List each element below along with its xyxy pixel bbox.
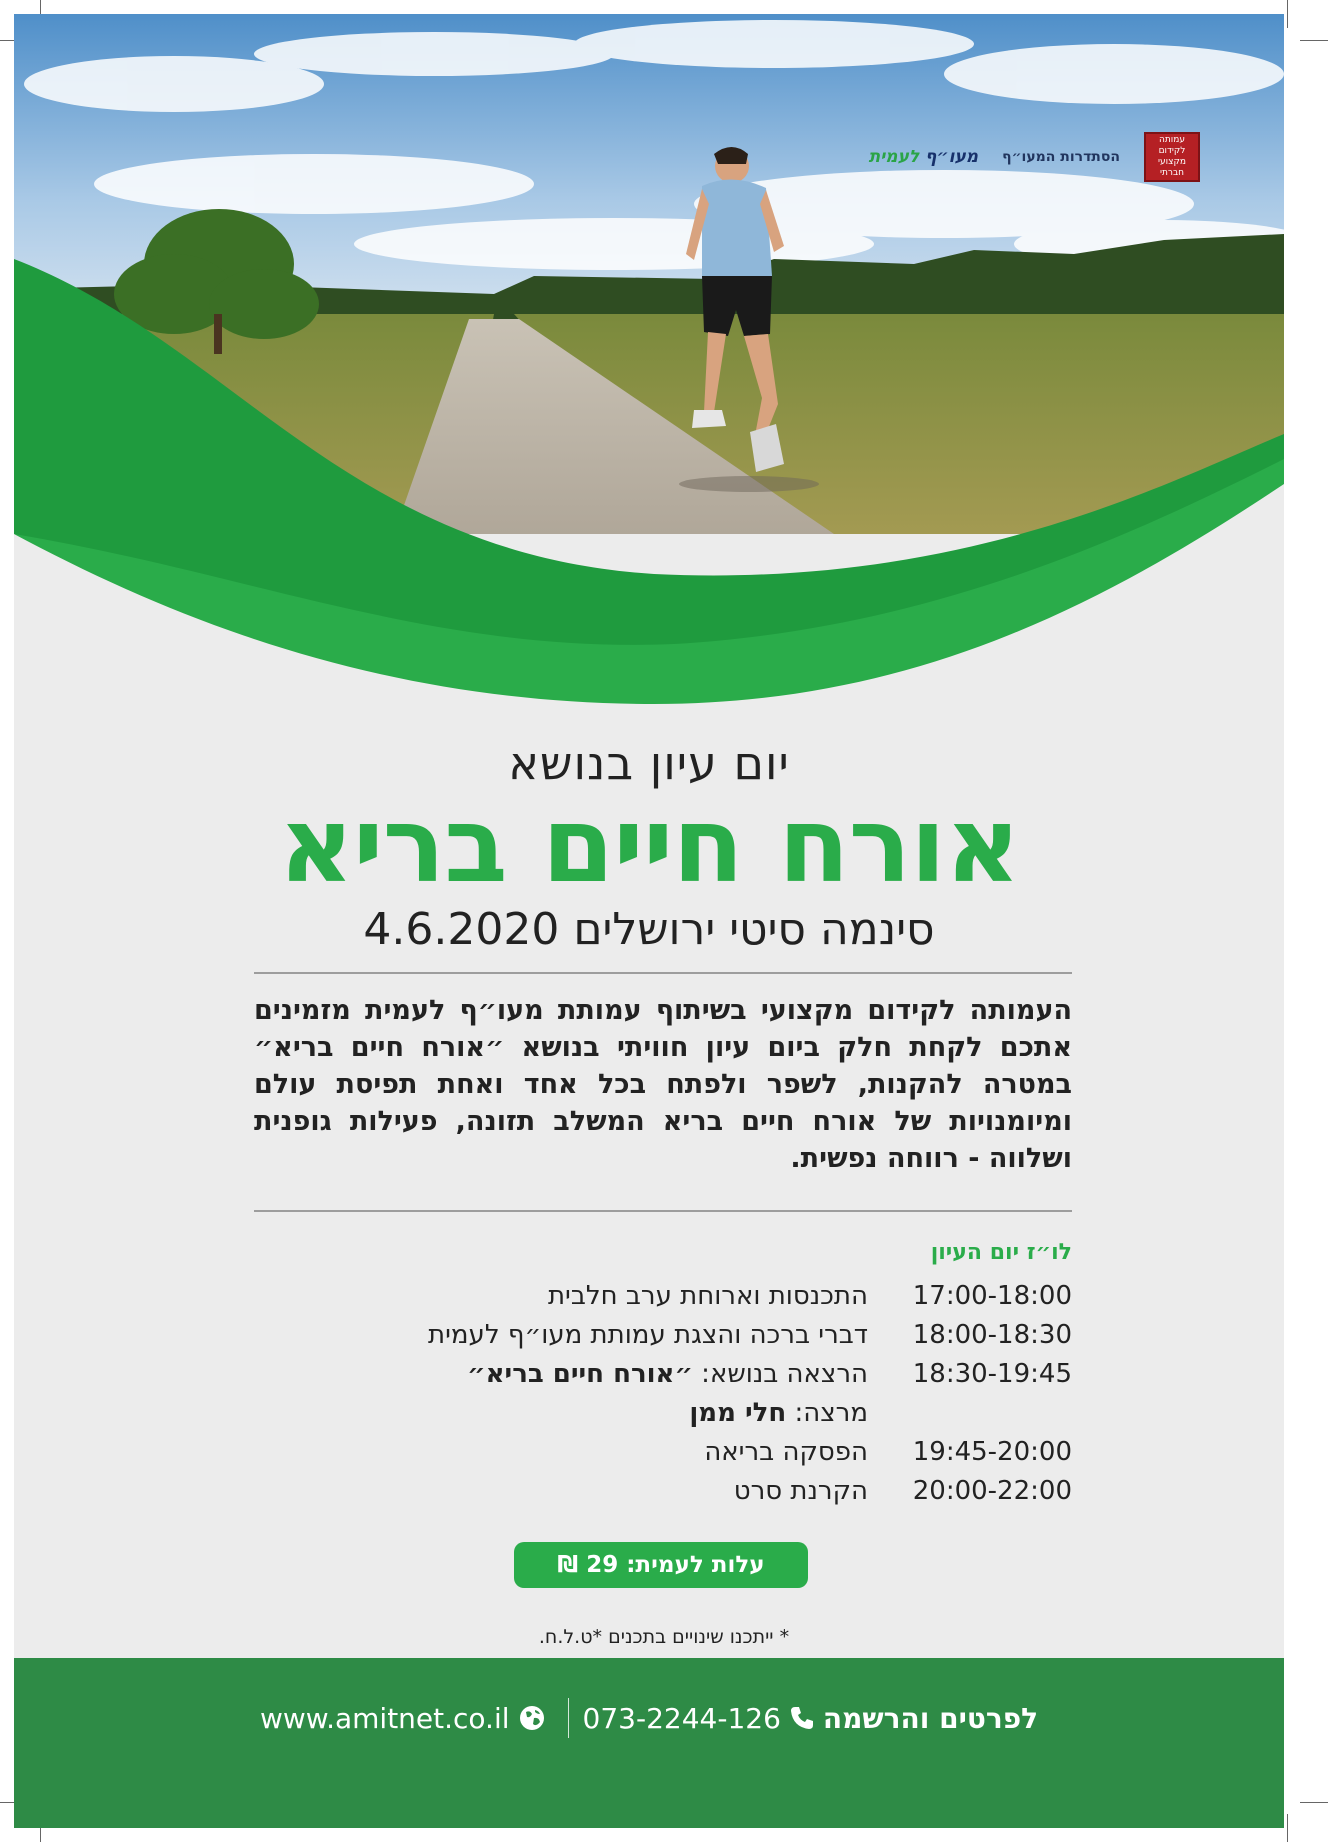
footer-bar [14, 1658, 1284, 1828]
flyer-sheet [14, 14, 1284, 1828]
histadrut-logo [1002, 150, 1120, 165]
amuta-logo [1144, 132, 1200, 182]
schedule-title: לו״ז יום העיון [930, 1240, 1072, 1265]
schedule-row [372, 1315, 1072, 1354]
crop-mark [1300, 40, 1328, 41]
hero-image [14, 14, 1284, 714]
schedule-desc-prefix: הרצאה בנושא: [692, 1358, 868, 1389]
schedule-row [372, 1432, 1072, 1471]
schedule-row [372, 1393, 1072, 1432]
globe-icon [518, 1704, 546, 1732]
event-venue: סינמה סיטי ירושלים 4.6.2020 [363, 904, 935, 955]
schedule-row [372, 1354, 1072, 1393]
crop-mark [1300, 1802, 1328, 1803]
schedule-desc [372, 1398, 868, 1428]
maof-logo-sub: לעמית [868, 147, 920, 167]
maof-logo [869, 147, 978, 167]
schedule-table [372, 1276, 1072, 1510]
intro-paragraph: העמותה לקידום מקצועי בשיתוף עמותת מעו״ף לעמית מזמינים אתכם לקחת חלק ביום עיון חוויתי בנושא ״אורח חיים בריא״ במטרה להקנות, לשפר ולפתח בכל אחד ואחת תפיסת עולם ומיומנויות של אורח חיים בריא המשלב תזונה, פעילות גופנית ושלווה - רווחה נפשית. [254, 995, 1072, 1174]
maof-logo-main: מעו״ף [925, 147, 979, 167]
histadrut-logo-text: הסתדרות המעו״ף [1002, 148, 1120, 165]
schedule-desc-bold: חלי ממן [689, 1397, 787, 1428]
schedule-desc-bold: ״אורח חיים בריא״ [467, 1358, 693, 1389]
contact-row [14, 1696, 1284, 1740]
schedule-time: 18:00-18:30 [912, 1319, 1072, 1350]
schedule-desc: הפסקה בריאה [704, 1436, 868, 1467]
price-badge [514, 1542, 808, 1588]
schedule-row [372, 1276, 1072, 1315]
schedule-time: 20:00-22:00 [912, 1475, 1072, 1506]
schedule-time: 18:30-19:45 [912, 1358, 1072, 1389]
phone-number[interactable]: 073-2244-126 [582, 1701, 781, 1735]
disclaimer-note: * ייתכנו שינויים בתכנים *ט.ל.ח. [538, 1626, 790, 1648]
schedule-time: 17:00-18:00 [912, 1280, 1072, 1311]
schedule-desc: התכנסות וארוחת ערב חלבית [547, 1280, 868, 1311]
schedule-time: 19:45-20:00 [912, 1436, 1072, 1467]
event-subtitle: יום עיון בנושא [508, 736, 790, 790]
price-text: עלות לעמית: 29 ₪ [557, 1552, 765, 1578]
schedule-desc [372, 1359, 868, 1389]
schedule-desc: הקרנת סרט [733, 1475, 868, 1506]
divider [254, 972, 1072, 974]
crop-mark [1287, 1814, 1288, 1842]
partner-logos [869, 132, 1200, 182]
website-link[interactable]: www.amitnet.co.il [259, 1701, 510, 1735]
amuta-logo-text: עמותה לקידום מקצועי חברתי [1158, 135, 1186, 178]
schedule-desc-prefix: מרצה: [786, 1397, 868, 1428]
divider [568, 1698, 569, 1738]
crop-mark [1287, 0, 1288, 28]
phone-icon [789, 1705, 815, 1731]
event-title: אורח חיים בריא [278, 784, 1020, 906]
divider [254, 1210, 1072, 1212]
schedule-desc: דברי ברכה והצגת עמותת מעו״ף לעמית [428, 1319, 868, 1350]
register-label: לפרטים והרשמה [822, 1701, 1039, 1735]
schedule-row [372, 1471, 1072, 1510]
